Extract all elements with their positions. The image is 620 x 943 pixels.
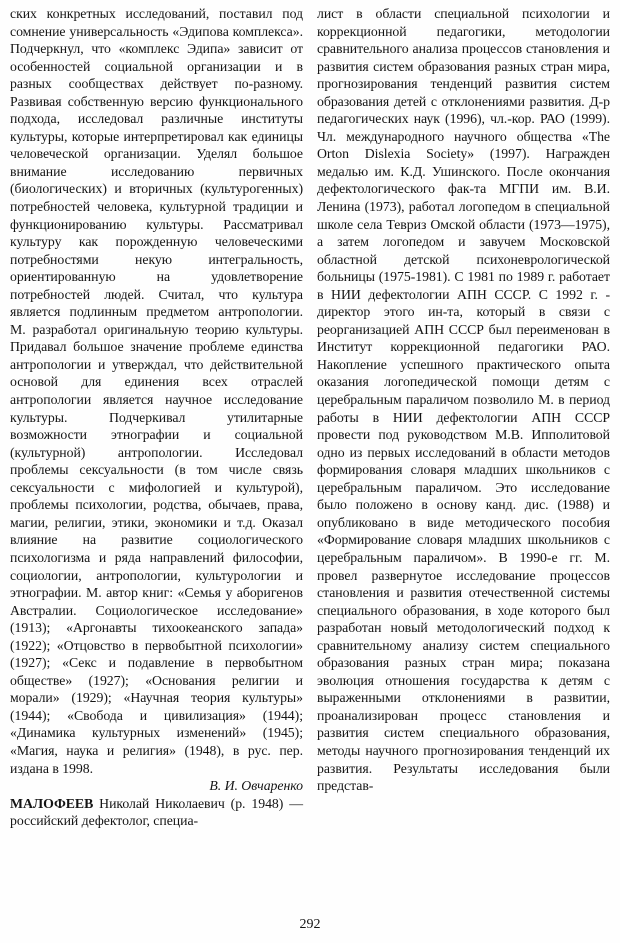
left-column [10,5,303,907]
text-columns [10,5,610,907]
author-signature: В. И. Овчаренко [209,778,303,794]
entry-text: Николай Николаевич (р. 1948) — российский дефектолог, специа- [10,795,303,829]
right-column [317,5,610,907]
dictionary-entry [10,795,303,830]
page-number: 292 [299,917,321,932]
paragraph-continuation-right: лист в области специальной психологии и коррекционной педагогики, методологии сравнительного анализа процессов становления и развития систем образования разных стран мира, прогнозирования тенденций развития систем образования детей с отклонениями развития. Д-р педагогических наук (1996), чл.-кор. РАО (1999). Чл. международного научного общества «The Orton Dislexia Society» (1997). Награжден медалью им. К.Д. Ушинского. После окончания дефектологического фак-та МГПИ им. В.И. Ленина (1973), работал логопедом в специальной школе села Тевриз Омской области (1973—1975), а затем логопедом и завучем Московской областной детской психоневрологической больницы (1975-1981). С 1981 по 1989 г. работает в НИИ дефектологии АПН СССР. С 1992 г. - директор этого ин-та, который в связи с реорганизацией АПН СССР был переименован в Институт коррекционной педагогики РАО. Накопление успешного практического опыта оказания логопедической помощи детям с церебральным параличом позволило М. в период работы в НИИ дефектологии АПН СССР провести под руководством М.В. Ипполитовой одно из первых исследований в области методов формирования словаря младших школьников с церебральным параличом. Это исследование было положено в основу канд. дис. (1988) и опубликовано в виде методического пособия «Формирование словаря младших школьников с церебральным параличом». В 1990-е гг. М. провел развернутое исследование процессов становления и развития отечественной системы специального образования, в ходе которого был разработан новый методологический подход к сравнительному анализу систем специального образования разных стран мира; показана эволюция отношения государства к детям с выраженными отклонениями в развитии, проанализирован процесс становления и развития систем специального образования, методы научного прогнозирования тенденций их развития. Результаты исследования были представ- [317,6,610,794]
paragraph-continuation-left: ских конкретных исследований, поставил под сомнение универсальность «Эдипова комплекса». Подчеркнул, что «комплекс Эдипа» зависит от особенностей социальной организации и в разных сообществах действует по-разному. Развивая собственную версию функционального подхода, исследовал различные институты культуры, которые интерпретировал как единицы человеческой организации. Уделял большое внимание исследованию первичных (биологических) и вторичных (культурогенных) потребностей человека, культурной традиции и функционированию культуры. Рассматривал культуру как порожденную человеческими потребностями некую интегральность, ориентированную на удовлетворение потребностей людей. Считал, что культура является подлинным предметом антропологии. М. разработал оригинальную теорию культуры. Придавал большое значение проблеме единства антропологии и утверждал, что действительной основой для единения всех отраслей антропологии является научное исследование культуры. Подчеркивал утилитарные возможности этнографии и социальной (культурной) антропологии. Исследовал проблемы сексуальности (в том числе связь сексуальности с мифологией и культурой), проблемы психологии, родства, обычаев, права, магии, религии, этики, экономики и т.д. Оказал влияние на развитие социологического психологизма и ряда направлений философии, социологии, антропологии, культурологии и этнографии. М. автор книг: «Семья у аборигенов Австралии. Социологическое исследование» (1913); «Аргонавты тихоокеанского запада» (1922); «Отцовство в первобытной психологии» (1927); «Секс и подавление в первобытном обществе» (1927); «Основания религии и морали» (1929); «Научная теория культуры» (1944); «Свобода и цивилизация» (1944); «Динамика культурных изменений» (1945); «Магия, наука и религия» (1948), в рус. пер. издана в 1998. [10,6,303,776]
entry-headword: МАЛОФЕЕВ [10,795,94,811]
